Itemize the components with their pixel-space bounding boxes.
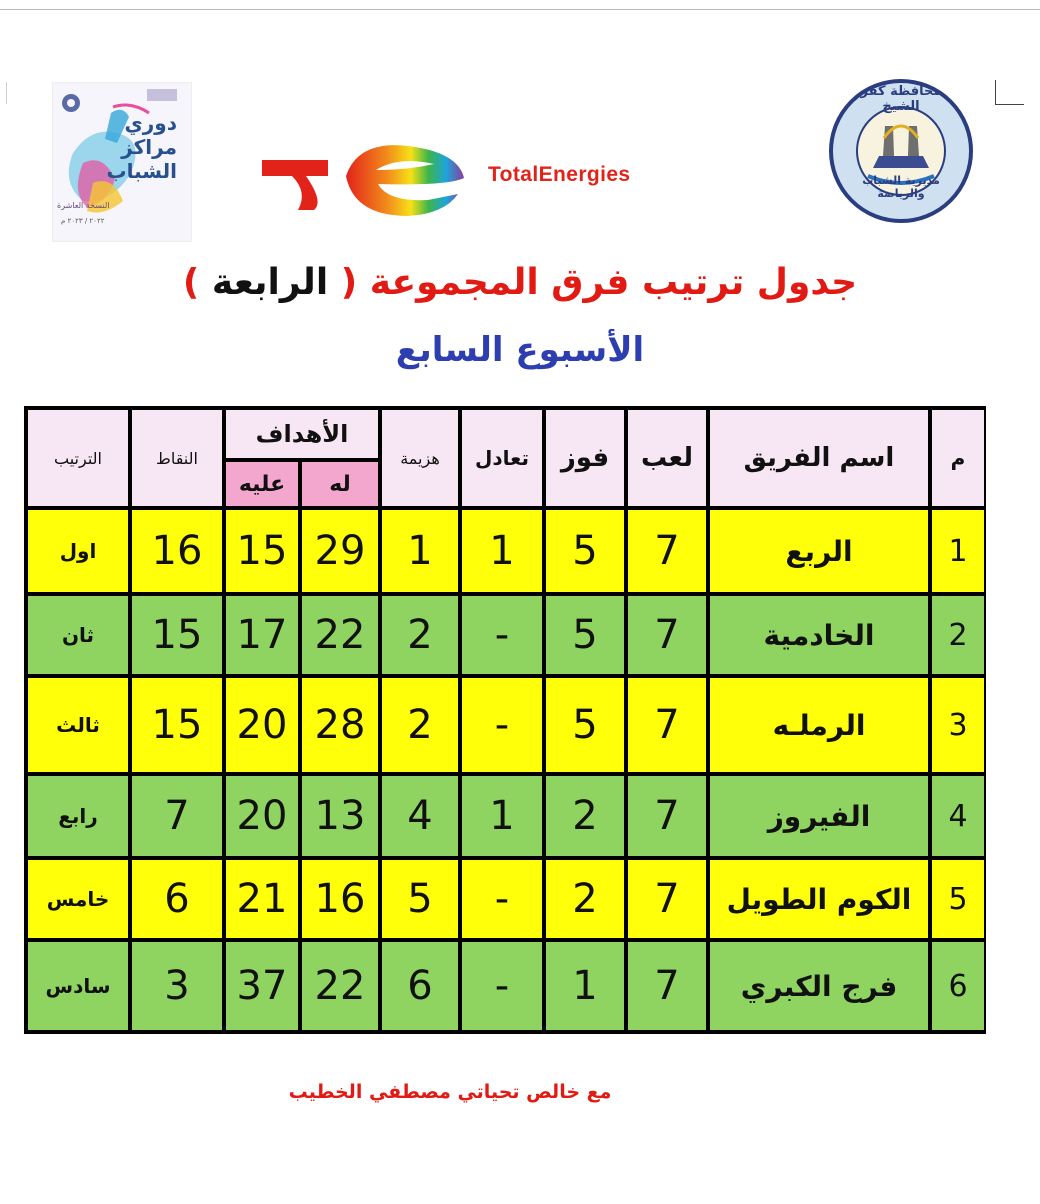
- row-rank: سادس: [28, 942, 128, 1030]
- row-goals-against: 21: [226, 860, 298, 938]
- row-team: الكوم الطويل: [710, 860, 928, 938]
- row-rank: ثان: [28, 596, 128, 674]
- row-points: 6: [132, 860, 222, 938]
- row-goals-for: 29: [302, 510, 378, 592]
- row-lost: 2: [382, 596, 458, 674]
- row-rank: خامس: [28, 860, 128, 938]
- row-lost: 6: [382, 942, 458, 1030]
- row-lost: 1: [382, 510, 458, 592]
- row-drawn: -: [462, 860, 542, 938]
- header-team: اسم الفريق: [710, 410, 928, 506]
- row-goals-for: 16: [302, 860, 378, 938]
- row-played: 7: [628, 596, 706, 674]
- row-goals-for: 22: [302, 942, 378, 1030]
- header-goals: الأهداف: [226, 410, 378, 458]
- row-goals-for: 28: [302, 678, 378, 772]
- row-points: 15: [132, 596, 222, 674]
- row-index: 6: [932, 942, 984, 1030]
- header-goals-for: له: [302, 462, 378, 506]
- row-won: 2: [546, 860, 624, 938]
- league-title: دوري مراكز الشباب: [106, 111, 177, 183]
- row-index: 2: [932, 596, 984, 674]
- page-title: [0, 262, 1040, 303]
- header-points: النقاط: [132, 410, 222, 506]
- row-index: 5: [932, 860, 984, 938]
- top-divider: [0, 9, 1040, 10]
- row-team: الخادمية: [710, 596, 928, 674]
- totalenergies-logo-icon: [258, 130, 478, 220]
- seal-bottom-text: مديرية الشباب والرياضة: [862, 174, 940, 200]
- footer-signature: مع خالص تحياتي مصطفي الخطيب: [288, 1081, 612, 1103]
- seal-top-text: محافظة كفر الشيخ: [860, 84, 942, 114]
- row-goals-against: 17: [226, 596, 298, 674]
- row-lost: 4: [382, 776, 458, 856]
- row-goals-for: 22: [302, 596, 378, 674]
- margin-tick: [6, 82, 7, 104]
- league-logo: [52, 82, 192, 242]
- standings-table: [24, 406, 986, 1034]
- row-rank: رابع: [28, 776, 128, 856]
- row-goals-against: 20: [226, 678, 298, 772]
- row-won: 5: [546, 510, 624, 592]
- title-open-paren: (: [340, 262, 358, 303]
- row-goals-for: 13: [302, 776, 378, 856]
- row-points: 16: [132, 510, 222, 592]
- row-goals-against: 37: [226, 942, 298, 1030]
- title-prefix: جدول ترتيب فرق المجموعة: [369, 262, 858, 303]
- header-goals-against: عليه: [226, 462, 298, 506]
- row-index: 1: [932, 510, 984, 592]
- row-drawn: -: [462, 942, 542, 1030]
- header-index: م: [932, 410, 984, 506]
- league-edition: النسخة العاشرة: [57, 201, 110, 210]
- row-played: 7: [628, 678, 706, 772]
- sponsor-name: TotalEnergies: [488, 163, 631, 186]
- crop-corner-mark: [995, 80, 1024, 105]
- row-team: الفيروز: [710, 776, 928, 856]
- row-drawn: 1: [462, 510, 542, 592]
- row-goals-against: 15: [226, 510, 298, 592]
- row-lost: 5: [382, 860, 458, 938]
- row-points: 15: [132, 678, 222, 772]
- row-team: الرملـه: [710, 678, 928, 772]
- header-won: فوز: [546, 410, 624, 506]
- row-played: 7: [628, 510, 706, 592]
- title-close-paren: ): [182, 262, 200, 303]
- row-team: فرج الكبري: [710, 942, 928, 1030]
- row-points: 3: [132, 942, 222, 1030]
- row-drawn: -: [462, 596, 542, 674]
- row-played: 7: [628, 942, 706, 1030]
- row-won: 5: [546, 596, 624, 674]
- row-goals-against: 20: [226, 776, 298, 856]
- row-index: 3: [932, 678, 984, 772]
- row-lost: 2: [382, 678, 458, 772]
- row-won: 1: [546, 942, 624, 1030]
- row-played: 7: [628, 860, 706, 938]
- league-date: ٢٠٢٢ / ٢٠٢٣ م: [61, 217, 105, 225]
- row-drawn: -: [462, 678, 542, 772]
- row-drawn: 1: [462, 776, 542, 856]
- row-team: الربع: [710, 510, 928, 592]
- header-played: لعب: [628, 410, 706, 506]
- header-drawn: تعادل: [462, 410, 542, 506]
- row-points: 7: [132, 776, 222, 856]
- row-won: 5: [546, 678, 624, 772]
- row-index: 4: [932, 776, 984, 856]
- row-rank: ثالث: [28, 678, 128, 772]
- row-won: 2: [546, 776, 624, 856]
- title-group: الرابعة: [211, 262, 329, 303]
- row-rank: اول: [28, 510, 128, 592]
- header-lost: هزيمة: [382, 410, 458, 506]
- page-subtitle: الأسبوع السابع: [395, 330, 645, 370]
- row-played: 7: [628, 776, 706, 856]
- header-rank: الترتيب: [28, 410, 128, 506]
